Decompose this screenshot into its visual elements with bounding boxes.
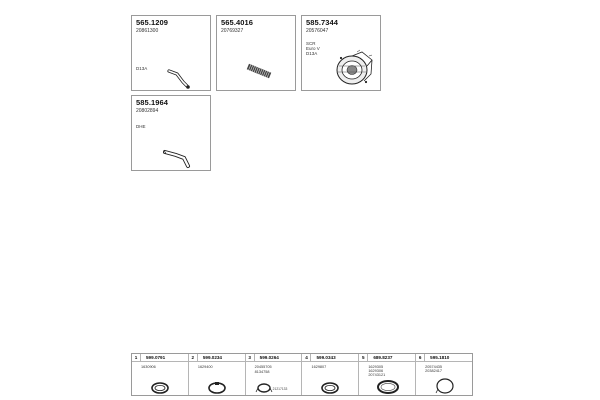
fitment-notes (136, 124, 146, 129)
cell-ref: 20382417 (425, 369, 443, 373)
cell-index: 3 (246, 354, 255, 361)
band-clamp-icon (207, 381, 227, 395)
cell-part-number: 599.0234 (202, 355, 222, 360)
cell-ref: 1629306 (368, 369, 384, 373)
fitment-note: SCR (306, 41, 316, 46)
cell-header (416, 354, 472, 362)
accessory-cell (359, 354, 416, 395)
cell-header (132, 354, 188, 362)
reference-number: 20769327 (221, 28, 244, 34)
part-number: 585.7344 (306, 18, 339, 27)
part-number: 565.4016 (221, 18, 254, 27)
pipe-bend-icon (162, 144, 196, 170)
part-card-585-1964 (131, 95, 211, 171)
part-card-565-1209 (131, 15, 211, 91)
fitment-note: D13A (136, 66, 148, 71)
cell-part-number: 599.0343 (316, 355, 336, 360)
band-clamp-icon (376, 379, 400, 395)
accessory-cell (302, 354, 359, 395)
cell-ref: 20574435 (425, 365, 443, 369)
cell-index: 2 (189, 354, 198, 361)
cell-index: 6 (416, 354, 425, 361)
cell-index: 1 (132, 354, 141, 361)
cell-part-number: 599.0264 (259, 355, 279, 360)
cell-ref: 1630906 (141, 365, 156, 369)
flex-pipe-icon (244, 62, 274, 80)
gasket-ring-icon (434, 377, 456, 395)
part-number: 565.1209 (136, 18, 169, 27)
cell-header (189, 354, 245, 362)
cell-ref: 1629807 (311, 365, 327, 369)
cell-ref: 1629305 (368, 365, 384, 369)
cell-index: 5 (359, 354, 368, 361)
pipe-elbow-icon (165, 68, 195, 90)
cell-part-number: 599.0791 (146, 355, 166, 360)
reference-number: 20576047 (306, 28, 329, 34)
part-card-565-4016 (216, 15, 296, 91)
fitment-note: Euro V (306, 46, 320, 52)
cell-header (302, 354, 358, 362)
cell-extra-ref: 21217133 (272, 387, 288, 391)
fitment-note: D13A (306, 51, 318, 57)
cell-ref: 20743121 (368, 373, 386, 377)
clamp-icon (150, 381, 170, 395)
cell-ref: 1629400 (197, 365, 213, 369)
clamp-icon (320, 381, 340, 395)
muffler-icon (331, 46, 377, 88)
accessory-cell (246, 354, 303, 395)
cell-header (246, 354, 302, 362)
accessory-cell (132, 354, 189, 395)
part-card-585-7344 (301, 15, 381, 91)
accessory-cell (189, 354, 246, 395)
part-number: 585.1964 (136, 98, 169, 107)
cell-part-number: 689.8237 (373, 355, 393, 360)
fitment-notes (306, 41, 320, 57)
reference-number: 20802894 (136, 108, 159, 114)
fitment-notes (136, 66, 147, 71)
cell-part-number: 595.1810 (430, 355, 450, 360)
bolt-icon (255, 380, 273, 394)
cell-header (359, 354, 415, 362)
accessory-cell (416, 354, 472, 395)
cell-index: 4 (302, 354, 311, 361)
fitment-note: DHE (136, 124, 146, 129)
cell-ref: 20455705 (254, 365, 272, 369)
cell-ref: 8134758 (254, 370, 270, 374)
reference-number: 20861300 (136, 28, 159, 34)
accessory-strip (131, 353, 473, 396)
